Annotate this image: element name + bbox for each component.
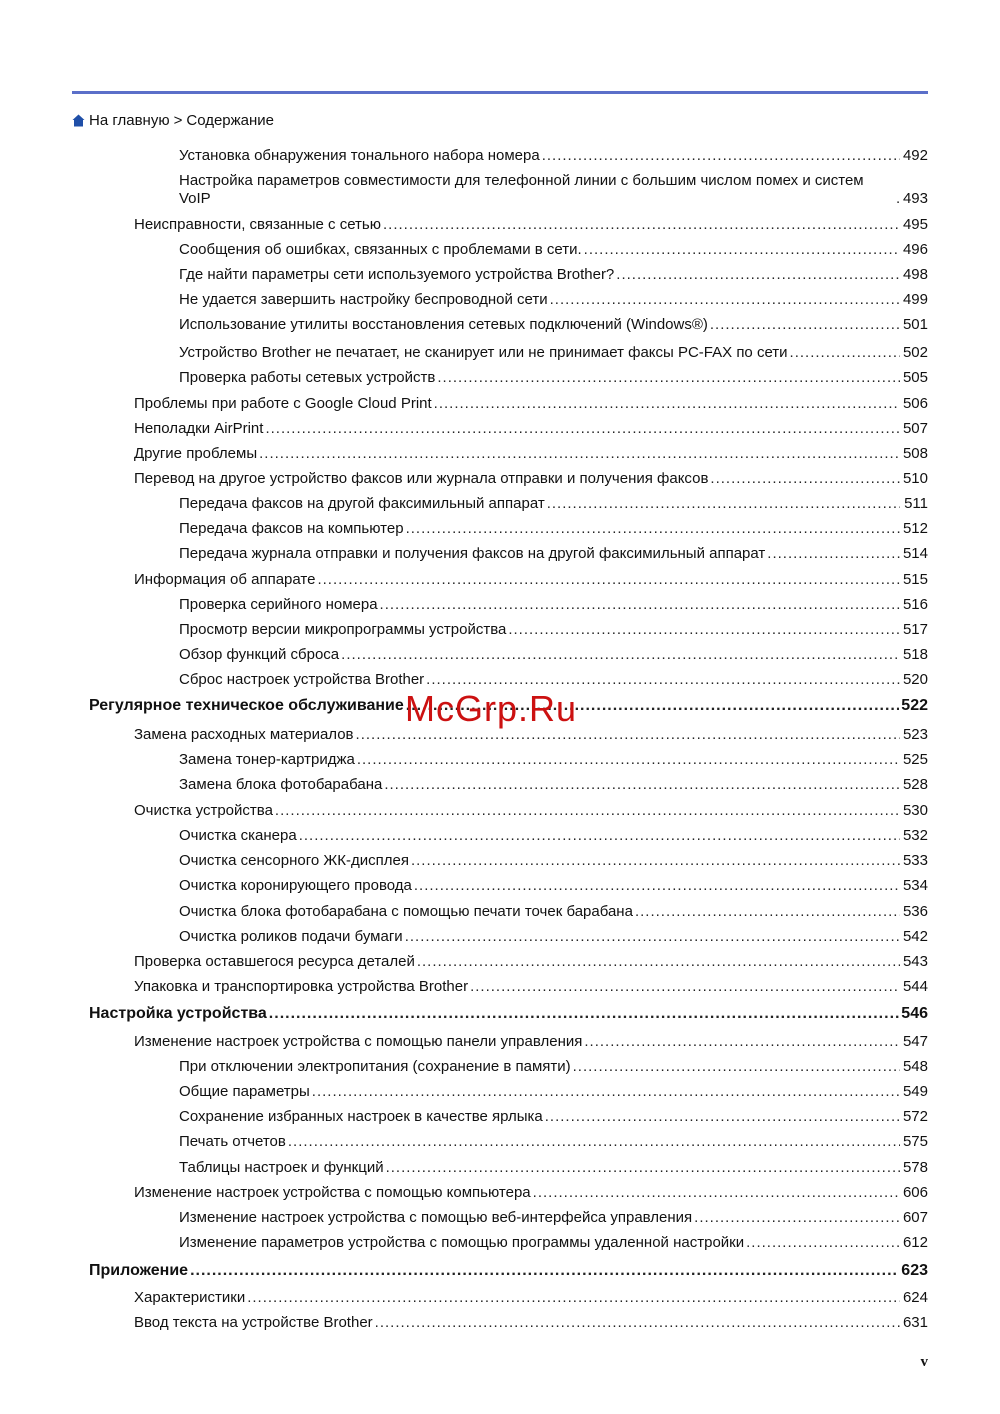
dot-leader bbox=[357, 751, 900, 769]
dot-leader bbox=[710, 316, 900, 334]
toc-entry[interactable] bbox=[179, 312, 928, 334]
toc-entry-title[interactable]: Характеристики bbox=[134, 1289, 246, 1306]
toc-entry-page[interactable]: 510 bbox=[902, 470, 928, 487]
toc-entry-title[interactable]: Очистка коронирующего провода bbox=[179, 877, 412, 894]
toc-entry-title[interactable]: Сообщения об ошибках, связанных с проблемами в сети. bbox=[179, 241, 582, 258]
toc-entry-page[interactable]: 493 bbox=[902, 190, 928, 207]
dot-leader bbox=[470, 978, 900, 996]
toc-entry-page[interactable]: 547 bbox=[902, 1033, 928, 1050]
toc-entry-page[interactable]: 501 bbox=[902, 316, 928, 333]
toc-entry-title[interactable]: Очистка блока фотобарабана с помощью печати точек барабана bbox=[179, 903, 633, 920]
toc-entry-title[interactable]: Не удается завершить настройку беспроводной сети bbox=[179, 291, 548, 308]
dot-leader bbox=[269, 1005, 900, 1023]
dot-leader bbox=[312, 1083, 900, 1101]
toc-entry[interactable] bbox=[179, 772, 928, 794]
toc-entry-title[interactable]: Изменение настроек устройства с помощью панели управления bbox=[134, 1033, 583, 1050]
toc-entry-page[interactable]: 520 bbox=[902, 671, 928, 688]
dot-leader bbox=[710, 470, 900, 488]
dot-leader bbox=[247, 1289, 900, 1307]
toc-entry[interactable] bbox=[179, 262, 928, 284]
dot-leader bbox=[426, 671, 900, 689]
watermark: McGrp.Ru bbox=[405, 688, 578, 729]
breadcrumb-current: Содержание bbox=[186, 111, 275, 129]
toc-entry-page[interactable]: 523 bbox=[902, 726, 928, 743]
toc-entry-title[interactable]: При отключении электропитания (сохранение в памяти) bbox=[179, 1058, 571, 1075]
dot-leader bbox=[386, 1159, 900, 1177]
toc-entry[interactable] bbox=[179, 168, 928, 208]
dot-leader bbox=[411, 852, 900, 870]
dot-leader bbox=[790, 344, 900, 362]
dot-leader bbox=[434, 395, 900, 413]
dot-leader bbox=[584, 241, 900, 259]
toc-entry[interactable] bbox=[179, 747, 928, 769]
toc-entry-page[interactable]: 543 bbox=[902, 953, 928, 970]
dot-leader bbox=[405, 928, 900, 946]
toc-entry-title[interactable]: Неполадки AirPrint bbox=[134, 420, 264, 437]
toc-entry-page[interactable]: 606 bbox=[902, 1184, 928, 1201]
toc-entry-title[interactable]: Очистка сканера bbox=[179, 827, 297, 844]
toc-entry-page[interactable]: 575 bbox=[902, 1133, 928, 1150]
dot-leader bbox=[746, 1234, 900, 1252]
toc-entry-page[interactable]: 536 bbox=[902, 903, 928, 920]
toc-entry-page[interactable]: 499 bbox=[902, 291, 928, 308]
toc-entry-title[interactable]: Передача факсов на компьютер bbox=[179, 520, 404, 537]
toc-entry-page[interactable]: 612 bbox=[902, 1234, 928, 1251]
toc-entry[interactable] bbox=[179, 237, 928, 259]
toc-entry[interactable] bbox=[134, 949, 928, 971]
toc-entry-page[interactable]: 515 bbox=[902, 571, 928, 588]
toc-entry[interactable] bbox=[134, 441, 928, 463]
toc-entry[interactable] bbox=[179, 541, 928, 563]
toc-entry-page[interactable]: 498 bbox=[902, 266, 928, 283]
toc-entry-title[interactable]: Настройка устройства bbox=[89, 1005, 267, 1022]
home-icon[interactable] bbox=[72, 114, 85, 127]
dot-leader bbox=[542, 147, 900, 165]
toc-entry-title[interactable]: Печать отчетов bbox=[179, 1133, 286, 1150]
toc-entry[interactable] bbox=[179, 1205, 928, 1227]
toc-entry-page[interactable]: 505 bbox=[902, 369, 928, 386]
dot-leader bbox=[437, 369, 900, 387]
toc-entry-title[interactable]: Неисправности, связанные с сетью bbox=[134, 216, 381, 233]
toc-entry[interactable] bbox=[179, 873, 928, 895]
toc-entry[interactable] bbox=[179, 848, 928, 870]
toc-entry-page[interactable]: 525 bbox=[902, 751, 928, 768]
toc-entry[interactable] bbox=[134, 1180, 928, 1202]
toc-entry-page[interactable]: 624 bbox=[902, 1289, 928, 1306]
toc-entry-title[interactable]: Очистка устройства bbox=[134, 802, 273, 819]
toc-chapter[interactable] bbox=[89, 1258, 928, 1280]
toc-entry-page[interactable]: 514 bbox=[902, 545, 928, 562]
toc-entry-page[interactable]: 522 bbox=[901, 697, 928, 714]
toc-entry-page[interactable]: 623 bbox=[901, 1262, 928, 1279]
toc-entry-title[interactable]: Устройство Brother не печатает, не сканирует или не принимает факсы PC-FAX по сети bbox=[179, 344, 788, 361]
toc-entry-title[interactable]: Информация об аппарате bbox=[134, 571, 316, 588]
dot-leader bbox=[573, 1058, 900, 1076]
toc-entry[interactable] bbox=[179, 617, 928, 639]
toc-entry-title[interactable]: Изменение настроек устройства с помощью веб-интерфейса управления bbox=[179, 1209, 693, 1226]
dot-leader bbox=[406, 520, 900, 538]
dot-leader bbox=[767, 545, 900, 563]
header-rule bbox=[72, 91, 928, 94]
dot-leader bbox=[694, 1209, 900, 1227]
dot-leader bbox=[414, 877, 900, 895]
toc-entry-title[interactable]: Приложение bbox=[89, 1262, 189, 1279]
toc-entry-page[interactable]: 533 bbox=[902, 852, 928, 869]
toc-entry[interactable] bbox=[179, 592, 928, 614]
toc-entry[interactable] bbox=[179, 823, 928, 845]
toc-entry[interactable] bbox=[134, 416, 928, 438]
toc-entry-title[interactable]: Сохранение избранных настроек в качестве ярлыка bbox=[179, 1108, 543, 1125]
breadcrumb-home-link[interactable]: На главную bbox=[89, 111, 170, 129]
toc-entry-title[interactable]: Проверка серийного номера bbox=[179, 596, 378, 613]
toc-entry-title[interactable]: Таблицы настроек и функций bbox=[179, 1159, 384, 1176]
toc-entry-page[interactable]: 572 bbox=[902, 1108, 928, 1125]
toc-entry-title[interactable]: Очистка сенсорного ЖК-дисплея bbox=[179, 852, 409, 869]
toc-entry-title[interactable]: Проверка оставшегося ресурса деталей bbox=[134, 953, 415, 970]
toc-entry-title[interactable]: Где найти параметры сети используемого устройства Brother? bbox=[179, 266, 615, 283]
dot-leader bbox=[317, 571, 900, 589]
toc-entry[interactable] bbox=[179, 924, 928, 946]
toc-entry-title[interactable]: Изменение настроек устройства с помощью компьютера bbox=[134, 1184, 531, 1201]
toc-entry-title[interactable]: Изменение параметров устройства с помощью программы удаленной настройки bbox=[179, 1234, 745, 1251]
toc-entry-page[interactable]: 607 bbox=[902, 1209, 928, 1226]
toc-entry[interactable] bbox=[179, 1104, 928, 1126]
toc-entry[interactable] bbox=[179, 1079, 928, 1101]
toc-entry[interactable] bbox=[134, 798, 928, 820]
toc-entry-page[interactable]: 508 bbox=[902, 445, 928, 462]
toc-entry-page[interactable]: 518 bbox=[902, 646, 928, 663]
toc-entry-page[interactable]: 502 bbox=[902, 344, 928, 361]
toc-entry-page[interactable]: 546 bbox=[901, 1005, 928, 1022]
toc-entry-page[interactable]: 496 bbox=[902, 241, 928, 258]
dot-leader bbox=[550, 291, 900, 309]
toc-entry-title[interactable]: Ввод текста на устройстве Brother bbox=[134, 1314, 373, 1331]
toc-entry[interactable] bbox=[134, 1029, 928, 1051]
toc-entry[interactable] bbox=[134, 1285, 928, 1307]
toc-entry-page[interactable]: 532 bbox=[902, 827, 928, 844]
toc-entry[interactable] bbox=[179, 1155, 928, 1177]
dot-leader bbox=[375, 1314, 900, 1332]
toc-entry-page[interactable]: 511 bbox=[904, 495, 928, 512]
toc-entry-title[interactable]: Обзор функций сброса bbox=[179, 646, 340, 663]
toc-entry-title[interactable]: Настройка параметров совместимости для телефонной линии с большим числом помех и систем VoIP bbox=[179, 172, 864, 207]
toc-entry-title[interactable]: Просмотр версии микропрограммы устройства bbox=[179, 621, 507, 638]
toc-entry[interactable] bbox=[179, 1129, 928, 1151]
breadcrumb-separator: > bbox=[173, 111, 183, 129]
dot-leader bbox=[190, 1262, 899, 1280]
toc-entry[interactable] bbox=[179, 1230, 928, 1252]
toc-entry[interactable] bbox=[134, 466, 928, 488]
toc-entry-page[interactable]: 631 bbox=[902, 1314, 928, 1331]
dot-leader bbox=[384, 776, 900, 794]
toc-entry-page[interactable]: 492 bbox=[902, 147, 928, 164]
dot-leader bbox=[288, 1133, 900, 1151]
dot-leader bbox=[275, 802, 900, 820]
toc-entry[interactable] bbox=[179, 899, 928, 921]
toc-entry-title[interactable]: Использование утилиты восстановления сетевых подключений (Windows®) bbox=[179, 316, 708, 333]
toc-entry[interactable] bbox=[179, 642, 928, 664]
dot-leader bbox=[265, 420, 900, 438]
toc-entry[interactable] bbox=[179, 491, 928, 513]
dot-leader bbox=[547, 495, 900, 513]
toc-entry-page[interactable]: 578 bbox=[902, 1159, 928, 1176]
toc-entry-title[interactable]: Проблемы при работе с Google Cloud Print bbox=[134, 395, 432, 412]
toc-entry[interactable] bbox=[179, 365, 928, 387]
toc-entry-title[interactable]: Регулярное техническое обслуживание bbox=[89, 697, 404, 714]
toc-entry-page[interactable]: 549 bbox=[902, 1083, 928, 1100]
toc-entry[interactable] bbox=[179, 1054, 928, 1076]
toc-entry-title[interactable]: Общие параметры bbox=[179, 1083, 310, 1100]
toc-entry-title[interactable]: Передача журнала отправки и получения факсов на другой факсимильный аппарат bbox=[179, 545, 766, 562]
dot-leader bbox=[417, 953, 900, 971]
toc-entry-title[interactable]: Установка обнаружения тонального набора номера bbox=[179, 147, 540, 164]
toc-entry-title[interactable]: Замена тонер-картриджа bbox=[179, 751, 355, 768]
dot-leader bbox=[383, 216, 900, 234]
dot-leader bbox=[259, 445, 900, 463]
toc-entry[interactable] bbox=[179, 340, 928, 362]
toc-entry[interactable] bbox=[134, 974, 928, 996]
toc-entry-page[interactable]: 517 bbox=[902, 621, 928, 638]
page-number: v bbox=[920, 1354, 928, 1370]
toc-entry-page[interactable]: 528 bbox=[902, 776, 928, 793]
toc-entry-page[interactable]: 542 bbox=[902, 928, 928, 945]
toc-entry-page[interactable]: 507 bbox=[902, 420, 928, 437]
dot-leader bbox=[635, 903, 900, 921]
dot-leader bbox=[341, 646, 900, 664]
dot-leader bbox=[533, 1184, 900, 1202]
toc-entry[interactable] bbox=[179, 516, 928, 538]
toc-entry[interactable] bbox=[179, 667, 928, 689]
toc-entry-page[interactable]: 495 bbox=[902, 216, 928, 233]
toc-entry-title[interactable]: Упаковка и транспортировка устройства Brother bbox=[134, 978, 469, 995]
toc-entry-title[interactable]: Перевод на другое устройство факсов или журнала отправки и получения факсов bbox=[134, 470, 709, 487]
toc-entry-page[interactable]: 534 bbox=[902, 877, 928, 894]
toc-entry-page[interactable]: 516 bbox=[902, 596, 928, 613]
dot-leader bbox=[616, 266, 900, 284]
toc-entry[interactable] bbox=[179, 287, 928, 309]
toc-entry-page[interactable]: 530 bbox=[902, 802, 928, 819]
toc-entry-title[interactable]: Замена блока фотобарабана bbox=[179, 776, 383, 793]
toc-entry-page[interactable]: 506 bbox=[902, 395, 928, 412]
dot-leader bbox=[545, 1108, 900, 1126]
dot-leader bbox=[380, 596, 900, 614]
toc-entry[interactable] bbox=[134, 391, 928, 413]
toc-entry-title[interactable]: Другие проблемы bbox=[134, 445, 258, 462]
toc-entry[interactable] bbox=[134, 567, 928, 589]
breadcrumb bbox=[72, 109, 274, 131]
toc-entry-title[interactable]: Проверка работы сетевых устройств bbox=[179, 369, 436, 386]
toc-entry-title[interactable]: Очистка роликов подачи бумаги bbox=[179, 928, 403, 945]
dot-leader bbox=[508, 621, 900, 639]
toc-chapter[interactable] bbox=[89, 1001, 928, 1023]
toc-entry[interactable] bbox=[179, 143, 928, 165]
dot-leader bbox=[299, 827, 900, 845]
toc-entry-title[interactable]: Передача факсов на другой факсимильный аппарат bbox=[179, 495, 545, 512]
dot-leader bbox=[896, 190, 900, 208]
toc-entry-page[interactable]: 512 bbox=[902, 520, 928, 537]
toc-entry[interactable] bbox=[134, 212, 928, 234]
dot-leader bbox=[584, 1033, 900, 1051]
toc-entry-title[interactable]: Замена расходных материалов bbox=[134, 726, 354, 743]
toc-entry[interactable] bbox=[134, 1310, 928, 1332]
toc-entry-title[interactable]: Сброс настроек устройства Brother bbox=[179, 671, 425, 688]
toc-entry-page[interactable]: 544 bbox=[902, 978, 928, 995]
toc-entry-page[interactable]: 548 bbox=[902, 1058, 928, 1075]
